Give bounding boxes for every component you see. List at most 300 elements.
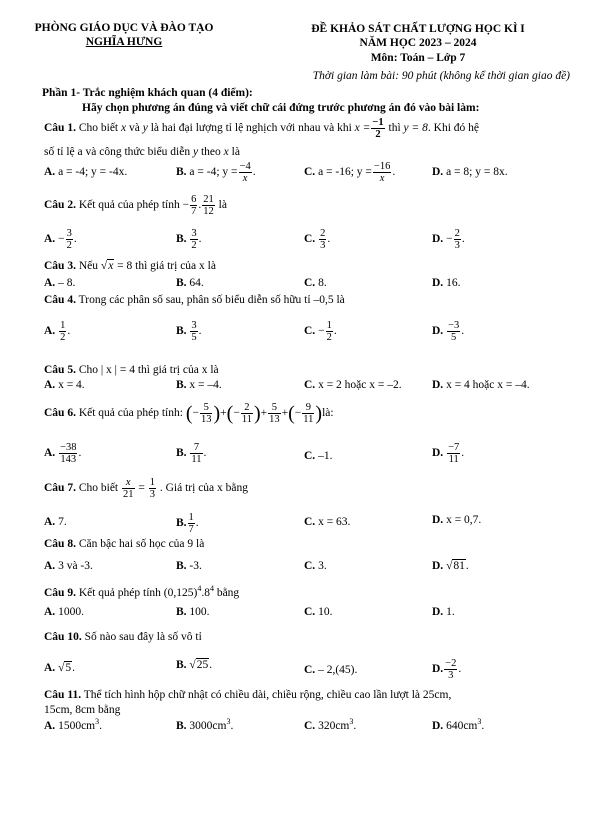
text-fragment: a = -4; y = -4x. [55,166,128,178]
text-fragment: x = 4 hoặc x = –4. [443,379,530,391]
text-fragment: x = –4. [186,379,222,391]
label-text: D. [432,719,444,732]
text-fragment: . [198,199,202,212]
text-fragment: 7 [191,206,197,218]
fraction [59,320,66,343]
option-a [44,228,77,251]
question-1-options [0,161,590,185]
text-fragment: thì [385,122,404,135]
fraction [373,161,391,184]
text-fragment: = 8 thì giá trị của x là [114,260,216,272]
text-fragment: x = 63. [315,516,351,528]
header-title [268,22,568,65]
exam-time: Thời gian làm bài: 90 phút (không kể thời gian giao đề) [312,70,570,82]
label-text: D. [432,514,444,526]
text-fragment: . [458,663,462,676]
label-text: Câu 11. [44,689,82,701]
option-c [304,605,332,619]
label-text: Câu 2. [44,199,76,212]
label-text: A. [44,379,56,391]
text-fragment: x [121,122,127,135]
option-a [44,442,81,465]
text-fragment: . [198,325,202,338]
text-fragment: 13 [269,414,280,426]
label-text: A. [44,325,56,338]
text-fragment: Cho biết [75,122,121,135]
sqrt: √81 [446,560,465,572]
option-d [432,559,469,573]
text-fragment: 3 [226,717,231,726]
option-d [432,165,508,179]
text-fragment: theo [198,146,224,158]
text-fragment: 2 [191,240,197,252]
text-fragment: 5 [200,402,213,414]
text-fragment: 9 [302,402,314,414]
fraction [190,320,197,343]
question-9-options [0,605,590,625]
text-fragment: 64. [186,277,204,289]
fraction [200,402,213,425]
text-fragment: + [220,407,227,420]
text-fragment: 4 [197,584,202,593]
label-text: A. [44,233,56,246]
label-text: Hãy chọn phương án đúng và viết chữ cái đứng trước phương án đó vào bài làm: [82,102,480,114]
text-fragment: Trong các phân số sau, phân số biểu diễn số hữu tỉ –0,5 là [75,294,345,306]
text-fragment: − [192,407,199,420]
text-fragment: 1 [149,477,155,488]
option-c [304,717,356,733]
option-c [304,559,327,573]
text-fragment: 16. [443,277,461,289]
text-fragment: và [126,122,143,135]
option-b [176,276,204,290]
question-2 [44,194,574,217]
text-fragment: Cho | x | = 4 thì giá trị của x là [75,364,219,376]
text-fragment: – 8. [55,277,76,289]
text-fragment: . [353,719,357,732]
text-fragment: . [327,233,331,246]
text-fragment: 1 [326,320,332,331]
text-fragment: 1. [443,606,455,618]
option-a [44,515,67,529]
text-fragment: 3 [454,240,460,252]
text-fragment: . [461,325,465,338]
label-text: A. [44,447,56,460]
text-fragment: số tỉ lệ a và công thức biểu diễn [44,146,193,158]
text-fragment: a = -16; y = [315,166,372,179]
label-text: D. [432,379,444,391]
question-6-options [0,442,590,466]
option-d [432,228,465,251]
question-1 [44,117,574,140]
text-fragment: 320cm [315,719,350,732]
fraction [122,477,135,500]
text-fragment: y [142,122,148,135]
text-fragment: . [461,447,465,460]
option-c [304,515,350,529]
option-d [432,442,464,465]
text-fragment: 21 [123,489,134,501]
text-fragment: 3000cm [186,719,227,732]
label-text: Phần 1- Trắc nghiệm khách quan (4 điểm): [42,87,253,99]
parenthesis: ) [213,402,221,425]
label-text: D. [432,277,444,289]
option-b [176,717,233,733]
question-4 [44,293,574,307]
text-fragment: . [78,447,82,460]
text-fragment: −16 [373,161,391,172]
text-fragment: là [228,146,240,158]
text-fragment: 5 [65,662,72,674]
text-fragment: 2 [454,228,460,239]
text-fragment: . [73,233,77,246]
text-fragment: . Giá trị của x bằng [157,482,249,495]
fraction [326,320,333,343]
text-fragment: 5 [451,332,457,344]
text-fragment: −3 [448,320,460,331]
label-text: D. [432,325,444,338]
text-fragment: 3 [477,717,482,726]
question-2-options [0,228,590,252]
option-a [44,165,127,179]
label-text: C. [304,664,316,676]
label-text: D. [432,447,444,460]
option-c [304,276,327,290]
text-fragment: 7 [188,524,194,536]
option-c [304,320,337,343]
sqrt: √5 [58,662,72,674]
text-fragment: . [203,447,207,460]
text-fragment: −2 [445,658,457,669]
label-text: B. [176,233,187,246]
option-c [304,663,357,677]
text-fragment: x [223,146,229,158]
text-fragment: x [379,173,385,185]
text-fragment: − [294,407,302,420]
label-text: C. [304,166,316,179]
text-fragment: 6 [191,194,197,205]
text-fragment: − [443,233,453,246]
text-fragment: 3 [448,670,454,682]
text-fragment: 21 [203,194,214,205]
part1-title [42,86,572,100]
text-fragment: − [55,233,65,246]
label-text: D. [432,560,444,572]
option-d [432,605,455,619]
text-fragment: .8 [201,586,210,599]
option-d [432,717,484,733]
text-fragment: 3 [191,228,197,239]
label-text: C. [304,277,316,289]
label-text: B. [176,447,187,460]
fraction [149,477,156,500]
text-fragment: −4 [239,161,251,172]
option-a [44,276,75,290]
label-text: Câu 10. [44,631,82,643]
option-b [176,658,212,672]
text-fragment: 11 [448,454,459,466]
text-fragment: . [209,659,213,671]
label-text: D. [432,606,444,618]
text-fragment: Kết quả phép tính (0,125) [75,586,198,599]
option-c [304,378,402,392]
label-text: A. [44,560,56,572]
option-c [304,161,395,184]
fraction [444,658,457,681]
org-line1: PHÒNG GIÁO DỤC VÀ ĐÀO TẠO [34,22,214,34]
option-a [44,559,93,573]
label-text: Câu 6. [44,407,76,420]
question-6 [44,402,574,425]
text-fragment: 2 [60,332,66,344]
text-fragment: 2 [320,228,326,239]
text-fragment: . Khi đó hệ [427,122,480,135]
text-fragment: −1 [372,117,384,128]
question-5 [44,363,574,377]
text-fragment: 3 [66,228,72,239]
text-fragment: = [135,482,148,495]
text-fragment: − [233,407,240,420]
label-text: C. [304,450,316,462]
label-text: A. [44,516,56,528]
label-text: B. [176,166,187,179]
text-fragment: x [122,477,135,489]
part1-instruction [82,101,590,115]
option-b [176,161,256,184]
text-fragment: Kết quả của phép tính: [75,407,186,420]
label-text: B. [176,325,187,338]
text-fragment: a = 8; y = 8x. [443,166,508,178]
option-b [176,512,199,535]
text-fragment: 11 [303,414,314,426]
fraction [371,117,384,140]
question-7-options [0,512,590,536]
option-a [44,320,70,343]
question-1-line2 [44,145,574,159]
exam-title: ĐỀ KHẢO SÁT CHẤT LƯỢNG HỌC KÌ I [311,23,525,35]
fraction [188,512,195,535]
question-3 [44,259,574,273]
text-fragment: 25 [196,659,209,671]
label-text: C. [304,516,316,528]
text-fragment: 2 [326,332,332,344]
label-text: C. [304,379,316,391]
question-9 [44,584,574,600]
text-fragment: . [99,719,102,732]
text-fragment: . [230,719,234,732]
question-11-line2: 15cm, 8cm bằng [44,704,121,716]
text-fragment: 3 và -3. [55,560,93,572]
option-b [176,378,222,392]
fraction [190,442,202,465]
label-text: A. [44,662,56,674]
question-8 [44,537,574,551]
text-fragment: − [315,325,325,338]
text-fragment: x = 4. [55,379,85,391]
text-fragment: 2 [66,240,72,252]
text-fragment: 640cm [443,719,478,732]
option-a [44,661,75,675]
question-10 [44,630,574,644]
option-c [304,449,332,463]
text-fragment: Số nào sau đây là số vô tỉ [81,631,202,643]
option-b [176,559,202,573]
option-d [432,320,464,343]
label-text: Câu 8. [44,538,76,550]
text-fragment: y [192,146,199,158]
label-text: C. [304,325,316,338]
label-text: D. [432,233,444,246]
parenthesis: ) [315,402,323,425]
label-text: B. [176,606,187,618]
text-fragment: y = 8 [403,122,428,135]
text-fragment: x = 0,7. [443,514,482,526]
text-fragment: bằng [213,586,240,599]
text-fragment: − [182,199,190,212]
text-fragment: 3 [349,717,354,726]
text-fragment: . [392,166,396,179]
option-b [176,320,202,343]
option-d [432,378,530,392]
text-fragment: Nếu [75,260,101,272]
text-fragment: 11 [191,454,202,466]
text-fragment: 7. [55,516,67,528]
label-text: B. [176,659,187,671]
label-text: A. [44,606,56,618]
label-text: D. [432,663,444,676]
text-fragment: 1 [188,512,194,523]
text-fragment: là: [322,407,334,420]
label-text: A. [44,277,56,289]
text-fragment: x [242,173,248,185]
question-11 [44,688,574,702]
label-text: C. [304,719,316,732]
text-fragment: 1500cm [55,719,96,732]
text-fragment: 2 [241,402,253,414]
text-fragment: Cho biết [75,482,121,495]
question-8-options [0,559,590,579]
question-4-options [0,320,590,344]
fraction [202,194,215,217]
question-7 [44,477,574,500]
text-fragment: x = 2 hoặc x = –2. [315,379,402,391]
text-fragment: 1 [60,320,66,331]
sqrt: √x [100,260,114,272]
fraction [59,442,77,465]
fraction [190,194,197,217]
school-year: NĂM HỌC 2023 – 2024 [359,37,477,50]
fraction [241,402,253,425]
fraction [190,228,197,251]
label-text: B. [176,560,187,572]
text-fragment: 4 [209,584,214,593]
option-a [44,378,85,392]
label-text: A. [44,166,56,178]
option-b [176,442,206,465]
text-fragment: . [67,325,71,338]
label-text: Câu 1. [44,122,76,135]
question-10-options [0,658,590,682]
text-fragment: 12 [203,206,214,218]
question-5-options [0,378,590,398]
fraction [66,228,73,251]
fraction [302,402,314,425]
fraction [447,442,460,465]
option-d [432,658,461,681]
option-a [44,605,84,619]
text-fragment: 1000. [55,606,84,618]
text-fragment: 8. [315,277,327,289]
text-fragment: -3. [186,560,202,572]
option-a [44,717,102,733]
label-text: B. [176,719,187,732]
fraction [447,320,460,343]
text-fragment: −38 [60,442,77,453]
label-text: Câu 9. [44,586,76,599]
option-b [176,228,202,251]
label-text: D. [432,166,444,178]
text-fragment: 81 [453,560,465,572]
text-fragment: x [108,260,114,272]
text-fragment: 143 [60,454,77,466]
fraction [454,228,461,251]
fraction [268,402,281,425]
label-text: Câu 3. [44,260,76,272]
label-text: C. [304,560,316,572]
label-text: B. [176,277,187,289]
text-fragment: 3 [149,489,155,501]
parenthesis: ) [253,402,261,425]
text-fragment: 3. [315,560,327,572]
text-fragment: là [215,199,227,212]
text-fragment: −7 [448,442,460,453]
text-fragment: 7 [190,442,202,454]
text-fragment: Thể tích hình hộp chữ nhật có chiều dài, chiều rộng, chiều cao lần lượt là 25cm, [81,689,452,701]
label-text: A. [44,719,56,732]
text-fragment: + [281,407,289,420]
label-text: Câu 4. [44,294,76,306]
text-fragment: –1. [315,450,333,462]
text-fragment: . [481,719,485,732]
text-fragment: . [198,233,202,246]
text-fragment: là hai đại lượng tỉ lệ nghịch với nhau và khi [147,122,355,135]
option-b [176,605,210,619]
parenthesis: ( [288,402,295,425]
text-fragment: . [461,233,465,246]
label-text: B. [176,517,187,530]
fraction [319,228,326,251]
text-fragment: 5 [191,332,197,344]
text-fragment: . [465,560,469,572]
option-d [432,276,460,290]
org-line2: NGHĨA HƯNG [85,35,163,48]
text-fragment: Kết quả của phép tính [75,199,183,212]
text-fragment: + [260,407,268,420]
text-fragment: 2 [375,129,381,141]
label-text: B. [176,379,187,391]
sqrt: √25 [189,659,209,671]
label-text: Câu 7. [44,482,76,495]
parenthesis: ( [226,402,234,425]
text-fragment: Căn bậc hai số học của 9 là [75,538,205,550]
text-fragment: . [333,325,337,338]
text-fragment: . [72,662,75,674]
text-fragment: 5 [268,402,281,414]
header-organization [24,22,224,50]
text-fragment: – 2,(45). [315,664,358,676]
fraction [239,161,252,184]
option-d [432,513,481,527]
